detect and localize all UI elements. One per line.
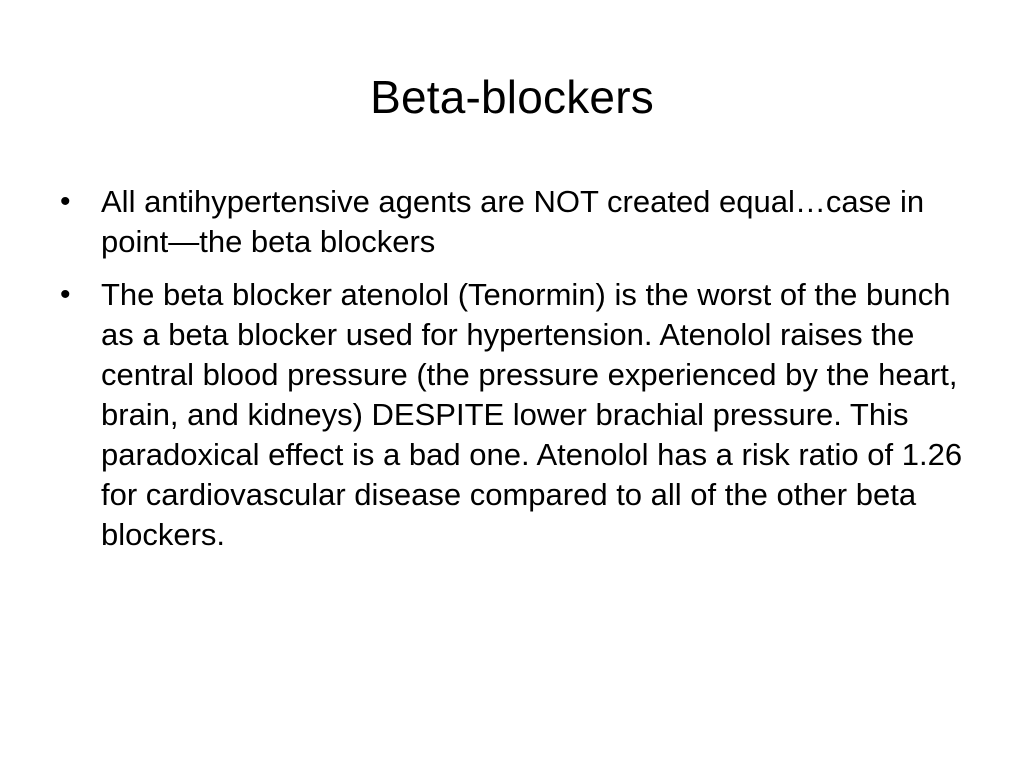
bullet-marker: • [60,185,71,218]
bullet-text: All antihypertensive agents are NOT created equal…case in point—the beta blockers [101,184,925,259]
bullet-item [56,275,976,555]
bullet-item [56,182,976,262]
slide-title: Beta-blockers [370,71,654,123]
bullet-text: The beta blocker atenolol (Tenormin) is the worst of the bunch as a beta blocker used for hypertension. Atenolol raises the central blood pressure (the pressure experienced by the heart, brain, and kidneys) DESPITE lower brachial pressure. This paradoxical effect is a bad one. Atenolol has a risk ratio of 1.26 for cardiovascular disease compared to all of the other beta blockers. [101,277,963,552]
bullet-list [56,182,976,568]
bullet-marker: • [60,278,71,311]
